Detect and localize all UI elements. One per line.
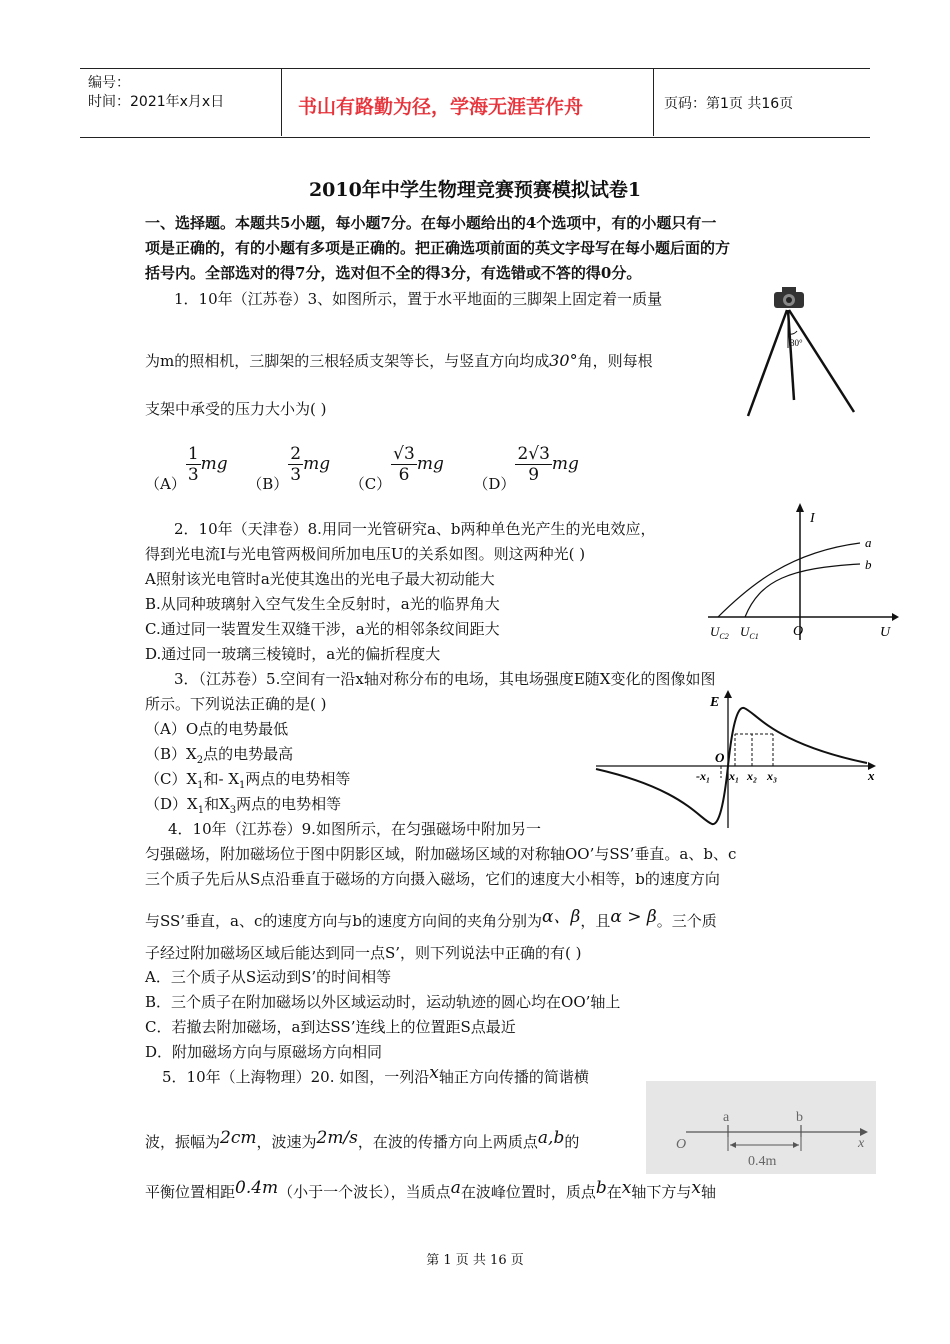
uc1-main: U xyxy=(740,624,750,639)
option-b-suffix: mg xyxy=(303,453,331,474)
q5-x-2: x xyxy=(621,1178,632,1198)
option-d xyxy=(473,444,579,493)
option-b-den: 3 xyxy=(290,465,302,485)
header-divider-2 xyxy=(653,68,654,136)
header-motto: 书山有路勤为径，学海无涯苦作舟 xyxy=(298,96,584,118)
graph-x-label: U xyxy=(880,625,891,640)
curve-a-label: a xyxy=(865,535,872,550)
q5-line3-text-c: 在波峰位置时，质点 xyxy=(460,1183,596,1201)
ef-x-label: x xyxy=(868,768,875,783)
tripod-leg-left xyxy=(748,310,787,416)
wave-label-dist: 0.4m xyxy=(748,1154,777,1169)
ef-y-label: E xyxy=(710,695,720,710)
tripod-leg-center xyxy=(788,310,794,400)
q5-line3-text-f: 轴 xyxy=(700,1183,716,1201)
q2-option-a: A照射该光电管时a光使其逸出的光电子最大初动能大 xyxy=(145,570,495,588)
document-title: 2010年中学生物理竞赛预赛模拟试卷1 xyxy=(308,179,642,201)
curve-b-label: b xyxy=(865,557,872,572)
option-d-suffix: mg xyxy=(551,453,579,474)
uc2-sub: C2 xyxy=(719,632,729,641)
header-divider-1 xyxy=(281,68,282,136)
q1-line2-text-b: 角，则每根 xyxy=(577,352,653,370)
q5-line2-text-a: 波，振幅为 xyxy=(145,1133,221,1151)
q5-line2-text-b: ，波速为 xyxy=(256,1133,317,1151)
q2-line2: 得到光电流I与光电管两极间所加电压U的关系如图。则这两种光( ) xyxy=(145,545,586,563)
camera-top xyxy=(782,287,796,294)
q4-option-c: C．若撤去附加磁场，a到达SS’连线上的位置距S点最近 xyxy=(145,1018,516,1036)
option-a-den: 3 xyxy=(187,465,199,485)
option-d-den: 9 xyxy=(528,465,540,485)
q5-line3-text-d: 在 xyxy=(606,1183,622,1201)
q3-option-a: （A）O点的电势最低 xyxy=(145,720,289,738)
uc1-sub: C1 xyxy=(749,632,759,641)
ef-x3: x₃ xyxy=(767,769,778,783)
option-c-num: √3 xyxy=(393,444,415,464)
q2-option-b: B.从同种玻璃射入空气发生全反射时，a光的临界角大 xyxy=(145,595,500,613)
q4-option-d: D．附加磁场方向与原磁场方向相同 xyxy=(145,1043,383,1061)
q2-line1: 2．10年（天津卷）8.用同一光管研究a、b两种单色光产生的光电效应， xyxy=(174,520,656,538)
q5-line1-text-a: 5．10年（上海物理）20. 如图，一列沿 xyxy=(162,1068,430,1086)
wave-figure xyxy=(646,1081,876,1174)
q3-option-c-sub2: 1 xyxy=(239,780,246,791)
ef-neg-x1: -x₁ xyxy=(696,769,711,783)
q2-option-d: D.通过同一玻璃三棱镜时，a光的偏折程度大 xyxy=(145,645,441,663)
q3-option-d-sub2: 3 xyxy=(229,805,237,816)
q5-points: a,b xyxy=(537,1128,565,1148)
ef-curve-positive xyxy=(728,708,867,766)
curve-a xyxy=(718,543,860,617)
q5-point-a: a xyxy=(450,1178,461,1198)
q5-line3 xyxy=(145,1178,716,1202)
q4-line2: 匀强磁场，附加磁场位于图中阴影区域，附加磁场区域的对称轴OO’与SS’垂直。a、b、c xyxy=(145,845,737,863)
angle-label: 30° xyxy=(790,338,803,348)
q4-line4-text-b: ，且 xyxy=(580,912,611,930)
q3-option-d-sub1: 1 xyxy=(197,805,205,816)
option-c xyxy=(349,444,444,493)
q4-option-a: A．三个质子从S运动到S’的时间相等 xyxy=(145,968,392,986)
option-a-label: （A） xyxy=(145,474,186,493)
section-instructions-3: 括号内。全部选对的得7分，选对但不全的得3分，有选错或不答的得0分。 xyxy=(145,264,642,282)
q4-option-b: B．三个质子在附加磁场以外区域运动时，运动轨迹的圆心均在OO’轴上 xyxy=(145,993,621,1011)
graph-y-arrow xyxy=(796,503,804,512)
header-time: 时间：2021年x月x日 xyxy=(88,94,225,110)
q4-line3: 三个质子先后从S点沿垂直于磁场的方向摄入磁场，它们的速度大小相等，b的速度方向 xyxy=(145,870,720,888)
option-a xyxy=(145,444,228,493)
ef-y-arrow xyxy=(724,690,732,698)
q5-distance: 0.4m xyxy=(235,1178,279,1198)
q3-option-b-sub: 2 xyxy=(196,755,204,766)
q4-line4 xyxy=(145,906,717,931)
wave-label-x: x xyxy=(858,1136,865,1151)
option-d-num: 2√3 xyxy=(517,444,550,464)
q4-inequality: α > β xyxy=(610,907,657,927)
q3-line1: 3．（江苏卷）5.空间有一沿x轴对称分布的电场，其电场强度E随X变化的图像如图 xyxy=(174,670,716,688)
q4-line4-text-a: 与SS’垂直，a、c的速度方向与b的速度方向间的夹角分别为 xyxy=(145,912,543,930)
q5-line2-text-c: ，在波的传播方向上两质点 xyxy=(357,1133,538,1151)
wave-label-b: b xyxy=(796,1110,803,1125)
q3-option-b-post: 点的电势最高 xyxy=(203,745,294,763)
q5-speed: 2m/s xyxy=(316,1128,358,1148)
q3-option-d-pre: （D）X xyxy=(145,795,198,813)
uc2-main: U xyxy=(710,624,720,639)
q3-option-d xyxy=(145,793,341,816)
wave-label-a: a xyxy=(723,1110,730,1125)
section-instructions-1: 一、选择题。本题共5小题，每小题7分。在每小题给出的4个选项中，有的小题只有一 xyxy=(145,214,717,232)
ef-x2: x₂ xyxy=(747,769,758,783)
graph-origin: O xyxy=(793,624,804,639)
option-a-suffix: mg xyxy=(200,453,228,474)
option-d-label: （D） xyxy=(473,474,516,493)
q3-option-d-mid: 和X xyxy=(204,795,230,813)
q3-line2: 所示。下列说法正确的是( ) xyxy=(145,695,327,713)
option-a-frac xyxy=(186,444,201,485)
q5-line3-text-a: 平衡位置相距 xyxy=(145,1183,236,1201)
q5-line3-text-e: 轴下方与 xyxy=(631,1183,692,1201)
option-a-num: 1 xyxy=(187,444,199,464)
q4-line1: 4．10年（江苏卷）9.如图所示，在匀强磁场中附加另一 xyxy=(168,820,541,838)
option-c-frac xyxy=(391,444,417,485)
q5-line3-text-b: （小于一个波长），当质点 xyxy=(278,1183,451,1201)
q1-line1: 1．10年（江苏卷）3、如图所示，置于水平地面的三脚架上固定着一质量 xyxy=(174,290,663,308)
q3-option-c xyxy=(145,768,350,791)
q3-option-c-mid: 和- X xyxy=(203,770,240,788)
q3-option-d-post: 两点的电势相等 xyxy=(236,795,342,813)
header-page-info: 页码：第1页 共16页 xyxy=(664,96,794,112)
ef-origin: O xyxy=(715,750,725,765)
q5-line1 xyxy=(162,1063,589,1087)
option-b-label: （B） xyxy=(247,474,289,493)
q5-point-b: b xyxy=(595,1178,607,1198)
graph-x-arrow xyxy=(892,613,899,621)
q3-option-b-pre: （B）X xyxy=(145,745,197,763)
graph-y-label: I xyxy=(810,511,815,526)
q5-line1-text-b: 轴正方向传播的简谐横 xyxy=(438,1068,589,1086)
page-footer: 第 1 页 共 16 页 xyxy=(426,1253,524,1268)
option-b xyxy=(247,444,331,493)
q5-line2-text-d: 的 xyxy=(564,1133,580,1151)
tripod-figure xyxy=(742,282,862,422)
q5-x-3: x xyxy=(691,1178,701,1198)
uc2-label xyxy=(710,624,729,641)
q5-line2 xyxy=(145,1128,580,1152)
q4-line4-text-c: 。三个质 xyxy=(656,912,717,930)
wave-origin: O xyxy=(676,1137,687,1152)
ef-x1: x₁ xyxy=(729,769,740,783)
option-b-num: 2 xyxy=(290,444,302,464)
q3-option-c-pre: （C）X xyxy=(145,770,198,788)
q3-option-b xyxy=(145,743,293,766)
q3-option-c-post: 两点的电势相等 xyxy=(245,770,351,788)
option-c-den: 6 xyxy=(398,465,410,485)
q1-line3: 支架中承受的压力大小为( ) xyxy=(145,400,327,418)
q3-option-c-sub1: 1 xyxy=(197,780,204,791)
q1-angle: 30° xyxy=(549,351,578,370)
tripod-leg-right xyxy=(789,310,854,412)
q1-line2 xyxy=(145,350,653,371)
q4-alpha-beta: α、β xyxy=(542,907,581,927)
q5-x-1: x xyxy=(429,1063,439,1083)
camera-lens-inner xyxy=(786,297,792,303)
electric-field-graph xyxy=(592,688,882,833)
option-b-frac xyxy=(288,444,303,485)
option-c-label: （C） xyxy=(349,474,392,493)
curve-b xyxy=(745,564,860,617)
q4-line5: 子经过附加磁场区域后能达到同一点S’，则下列说法中正确的有( ) xyxy=(145,944,582,962)
uc1-label xyxy=(740,624,759,641)
q1-line2-text-a: 为m的照相机，三脚架的三根轻质支架等长，与竖直方向均成 xyxy=(145,352,550,370)
photoelectric-graph xyxy=(700,500,900,645)
option-c-suffix: mg xyxy=(416,453,444,474)
section-instructions-2: 项是正确的，有的小题有多项是正确的。把正确选项前面的英文字母写在每小题后面的方 xyxy=(145,239,731,257)
option-d-frac xyxy=(515,444,551,485)
q2-option-c: C.通过同一装置发生双缝干涉，a光的相邻条纹间距大 xyxy=(145,620,500,638)
q1-options xyxy=(145,444,579,493)
q5-amplitude: 2cm xyxy=(220,1128,257,1148)
header-number: 编号： xyxy=(88,75,130,91)
